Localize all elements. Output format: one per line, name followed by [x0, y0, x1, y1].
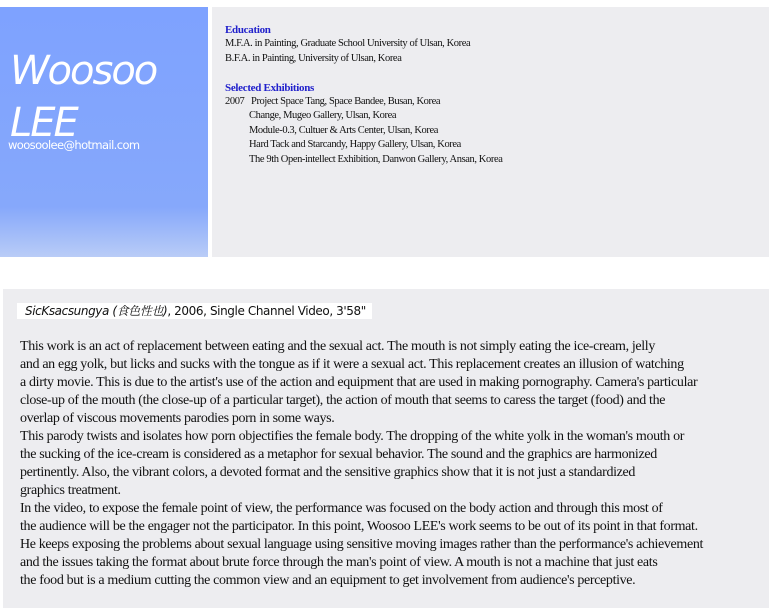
cv-panel [212, 7, 769, 257]
description-line: close-up of the mouth (the close-up of a particular target), the action of mouth that seems to caress the target (food) and the [20, 393, 666, 408]
description-line: pertinently. Also, the vibrant colors, a devoted format and the sensitive graphics show that it is not just a standardized [20, 465, 636, 480]
exhibitions-heading: Selected Exhibitions [225, 82, 315, 94]
description-line: the sucking of the ice-cream is considered as a metaphor for sexual behavior. The sound and the graphics are harmonized [20, 447, 657, 462]
education-heading: Education [225, 24, 271, 36]
profile-panel [0, 7, 208, 257]
description-line: and the issues taking the format about brute force through the man's point of view. A mouth is not a machine that just eats [20, 555, 658, 570]
artist-first-name: Woosoo [10, 48, 157, 94]
work-description-panel [3, 289, 769, 608]
email-link[interactable]: woosoolee@hotmail.com [8, 138, 140, 152]
exhibition-item: Change, Mugeo Gallery, Ulsan, Korea [249, 110, 397, 121]
description-line: This work is an act of replacement between eating and the sexual act. The mouth is not simply eating the ice-cream, jelly [20, 339, 655, 354]
work-title [17, 303, 372, 319]
description-line: the food but is a medium cutting the common view and an equipment to get involvement from audience's perceptive. [20, 573, 636, 588]
education-item: M.F.A. in Painting, Graduate School University of Ulsan, Korea [225, 38, 471, 49]
description-line: a dirty movie. This is due to the artist's use of the action and equipment that are used in making pornography. Camera's particular [20, 375, 698, 390]
exhibition-item: Module-0.3, Cultuer & Arts Center, Ulsan, Korea [249, 125, 438, 136]
description-line: the audience will be the engager not the participator. In this point, Woosoo LEE's work seems to be out of its point in that format. [20, 519, 698, 534]
exhibition-year: 2007 [225, 96, 245, 107]
exhibition-item: Hard Tack and Starcandy, Happy Gallery, Ulsan, Korea [249, 139, 461, 150]
work-title-name: SicKsacsungya (食色性也) [25, 304, 168, 318]
artist-last-name: LEE [10, 100, 77, 146]
description-line: and an egg yolk, but licks and sucks with the tongue as if it were a sexual act. This replacement creates an illusion of watching [20, 357, 684, 372]
education-item: B.F.A. in Painting, University of Ulsan, Korea [225, 53, 402, 64]
exhibition-item: Project Space Tang, Space Bandee, Busan, Korea [251, 96, 441, 107]
description-line: He keeps exposing the problems about sexual language using sensitive moving images rather than the performance's achievement [20, 537, 704, 552]
exhibition-item: The 9th Open-intellect Exhibition, Danwon Gallery, Ansan, Korea [249, 154, 503, 165]
description-line: overlap of viscous movements parodies porn in some ways. [20, 411, 335, 426]
description-line: This parody twists and isolates how porn objectifies the female body. The dropping of the white yolk in the woman's mouth or [20, 429, 685, 444]
work-title-details: , 2006, Single Channel Video, 3'58" [167, 304, 366, 318]
description-line: In the video, to expose the female point of view, the performance was focused on the body action and through this most of [20, 501, 663, 516]
work-description [20, 338, 703, 590]
description-line: graphics treatment. [20, 483, 121, 498]
